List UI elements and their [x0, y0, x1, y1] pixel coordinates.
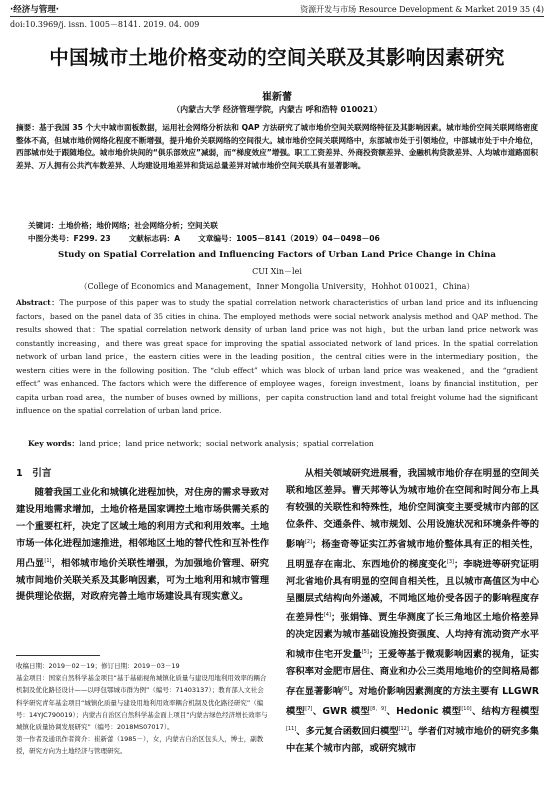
section-heading: 1 引言: [16, 468, 52, 479]
citation: [6]: [342, 686, 350, 693]
literature-review-paragraph: [286, 466, 539, 758]
footnote-fund: 基金项目：国家自然科学基金项目“基于基础视角城镇化质量与建设用地利用效率的耦合机制及优化路径设计——以呼包鄂城市群为例”（编号：71403137）；教育部人文社会科学研究青年基金项目“城镇化质量与建设用地利用效率耦合机制及优化路径研究”（编号：14YJC790019）；内蒙古自治区自然科学基金面上项目“内蒙古绿色经济增长效率与城镇化质量协调发展研究”（编号：2018MS07017）。: [16, 674, 268, 732]
footnotes: [16, 660, 269, 758]
citation: [1]: [44, 557, 52, 564]
body-text: 、GWR 模型: [312, 706, 371, 718]
body-left-column: [16, 466, 269, 606]
body-text: 、Hedonic 模型: [386, 706, 462, 718]
abstract-cn-text: 基于我国 35 个大中城市面板数据，运用社会网络分析法和 QAP 方法研究了城市地价空间关联网络特征及其影响因素。城市地价空间关联网络密度整体不高，但城市地价网络化程度不断增强，提升地价关联网络的空间很大。城市地价空间关联网络中，东部城市处于引领地位，中部城市处于中介地位，西部城市处于跟随地位。城市地价块间的“俱乐部效应”减弱，而“梯度效应”增强。职工工资差异、外商投资额差异、金融机构贷款差异、人均城市道路面积差异、万人拥有公共汽车数差异、人均建设用地差异和货运总量差异对城市地价空间关联具有显著影响。: [16, 123, 538, 170]
body-text: 。学者们对城市地价的研究多集中在某个城市内部，或研究城市: [286, 726, 539, 755]
citation: [3]: [446, 558, 454, 565]
keywords-en: [28, 438, 374, 449]
footnote-rule: [16, 655, 100, 656]
footnote-author-bio: 第一作者及通讯作者简介：崔新蕾（1985－），女，内蒙古自治区包头人，博士，副教授，研究方向为土地经济与管理研究。: [16, 735, 264, 756]
intro-text-cont: ，相邻城市地价关联性增强，为加强地价管理、研究城市间地价关联关系及其影响因素，可为土地利用和城市管理提供理论依据，对政府完善土地市场建设具有现实意义。: [16, 557, 269, 603]
body-text: ；张娟锋、贾生华测度了长三角地区土地价格差异的决定因素为城市基础设施投资强度、人均持有流动资产水平和城市住宅开发量: [286, 612, 539, 661]
citation: [8，9]: [370, 706, 387, 713]
citation: [2]: [304, 538, 313, 545]
body-text: ；李晓进等研究证明河北省地价具有明显的空间自相关性，且以城市高值区为中心呈圈层式结构向外递减，不同地区地价受各因子的影响程度存在差异性: [286, 558, 539, 624]
body-text: ；杨奎奇等证实江苏省城市地价整体具有正的相关性，且明显存在南北、东西地价的梯度变化: [286, 538, 539, 570]
body-text: 从相关领域研究进展看，我国城市地价存在明显的空间关联和地区差异。曹天邦等认为城市地价在空间和时间分布上具有较强的关联性和特殊性，地价空间演变主要受城市内部的区位条件、交通条件、城市规划、公用设施状况和环境条件等的影响: [286, 468, 539, 550]
keywords-cn-text: 土地价格；地价网络；社会网络分析；空间关联: [58, 221, 218, 230]
header-journal: 资源开发与市场 Resource Development & Market 2019 35 (4): [300, 4, 544, 14]
body-text: 、多元复合函数回归模型: [296, 726, 399, 738]
citation: [5]: [361, 649, 369, 656]
abstract-en-label: Abstract：: [16, 298, 60, 307]
body-right-column: [286, 466, 539, 758]
doi: doi:10.3969/j. issn. 1005－8141. 2019. 04. 009: [10, 20, 200, 29]
keywords-cn-label: 关键词：: [28, 221, 59, 230]
document-code: 文献标志码：A: [128, 234, 181, 243]
article-number: 文章编号：1005－8141（2019）04－0498－06: [198, 234, 380, 243]
citation: [4]: [323, 612, 331, 619]
body-text: ；王爱等基于微观影响因素的视角，证实容积率对金肥市居住、商业和办公三类用地地价的空间格局都存在显著影响: [286, 649, 539, 698]
citation: [11]: [286, 726, 297, 733]
paper-title: 中国城市土地价格变动的空间关联及其影响因素研究: [49, 46, 505, 69]
intro-paragraph: [16, 485, 269, 606]
abstract-cn: [16, 122, 538, 172]
affiliation: （内蒙古大学 经济管理学院，内蒙古 呼和浩特 010021）: [172, 105, 382, 114]
english-affiliation: （College of Economics and Management，Inner Mongolia University，Hohhot 010021，China）: [79, 282, 475, 291]
clc-number: 中图分类号：F299. 23: [28, 234, 111, 243]
header-section: ·经济与管理·: [10, 5, 59, 15]
keywords-cn: [28, 220, 218, 231]
body-text: 。对地价影响因素测度的方法主要有 LLGWR 模型: [286, 686, 539, 718]
intro-text: 随着我国工业化和城镇化进程加快，对住房的需求导致对建设用地需求增加，土地价格是国家调控土地市场供需关系的一个重要杠杆，决定了区域土地的利用方式和利用效率。土地市场一体化进程加速推进，相邻地区土地的替代性和互补性作用凸显: [16, 486, 269, 569]
keywords-en-label: Key words：: [28, 439, 80, 448]
author: 崔新蕾: [262, 92, 292, 103]
abstract-en-text: The purpose of this paper was to study the spatial correlation network characteristics of urban land price and its influencing factors，based on the panel data of 35 cities in china. The employed methods were social network analysis method and QAP method. The results showed that：The spatial correlation network density of urban land price was not high，but the urban land price network was constantly increasing，and there was great space for improving the spatial associated network of land prices. In the spatial correlation network of urban land price，the eastern cities were in the leading position，the central cities were in the intermediary position，the western cities were in the following position. The “club effect” which was block of urban land price was weakened，and the “gradient effect” was enhanced. The factors which were the difference of employee wages，foreign investment，loans by financial institution，per capita urban road area，the number of buses owned by millions，per capita construction land and total freight volume had the significant influence on the spatial correlation of urban land price.: [16, 298, 538, 415]
footnote-received: 收稿日期：2019－02－19；修订日期：2019－03－19: [16, 662, 180, 670]
english-title: Study on Spatial Correlation and Influencing Factors of Urban Land Price Change in China: [57, 250, 496, 260]
abstract-en: [16, 296, 538, 418]
citation: [7]: [305, 706, 313, 713]
citation: [12]: [398, 726, 409, 733]
classification-line: [28, 233, 380, 244]
running-header: [10, 2, 544, 17]
citation: [10]: [461, 706, 472, 713]
english-author: CUI Xin－lei: [252, 267, 302, 276]
keywords-en-text: land price；land price network；social network analysis；spatial correlation: [79, 439, 374, 448]
body-text: 、结构方程模型: [471, 706, 540, 718]
abstract-cn-label: 摘要：: [16, 123, 39, 132]
